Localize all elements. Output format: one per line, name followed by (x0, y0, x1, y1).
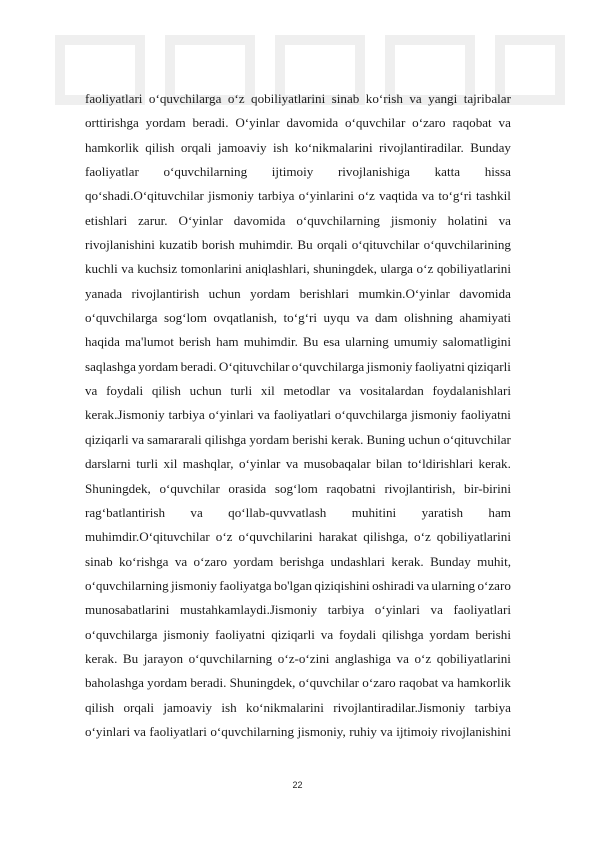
text-line (85, 403, 511, 427)
word: qilishga (204, 431, 247, 447)
word: o‘quvchilar (344, 115, 406, 131)
word: orttirishga (85, 115, 139, 131)
word: rivojlanishini (441, 723, 511, 739)
word: qo‘llab-quvvatlash (228, 504, 327, 520)
word: harakat (318, 529, 358, 545)
word: beradi. (180, 358, 217, 374)
word: qobiliyatlarini (436, 261, 511, 277)
word: metodlar (283, 383, 330, 399)
word: va (421, 188, 435, 204)
word: sinab (331, 91, 360, 106)
word: o‘quvchilarning (296, 212, 380, 228)
word: yangi (428, 91, 458, 106)
word: orasida (228, 480, 267, 496)
word: beradi. (190, 675, 227, 691)
word: jismoniy (171, 577, 217, 593)
word: jismoniy (208, 188, 254, 204)
word: muhimdir. (243, 334, 298, 350)
word: saqlashga (85, 358, 136, 374)
text-line (85, 111, 511, 135)
word: ijtimoiy (396, 723, 438, 739)
word: umumiy (393, 334, 438, 350)
text-line (85, 647, 511, 671)
word: ijtimoiy (271, 164, 314, 180)
text-line (85, 160, 511, 184)
word: borish (201, 237, 235, 253)
word: ko‘nikmalarini (294, 139, 373, 155)
word: va (257, 407, 270, 423)
word: faoliyatni (460, 407, 511, 423)
text-line (85, 330, 511, 354)
word: yordam (250, 285, 291, 301)
text-line (85, 136, 511, 160)
word: orqali (123, 699, 154, 715)
word: o‘yinlar (238, 456, 281, 472)
page-number: 22 (292, 780, 303, 790)
word: rivojlanishiga (337, 164, 410, 180)
word: raqobatni (326, 480, 376, 496)
word: sog‘lom (163, 310, 207, 326)
word: o‘z (227, 91, 245, 106)
text-line (85, 598, 511, 622)
body-text (85, 87, 511, 744)
word: o‘quvchilar (159, 480, 220, 496)
text-line (85, 355, 511, 379)
word: to‘g‘ri (283, 310, 317, 326)
word: faoliyatlari (149, 723, 207, 739)
word: muhimdir. (238, 237, 294, 253)
word: bo'lgan (274, 577, 313, 593)
word: kerak. (478, 456, 511, 472)
word: uchun (189, 383, 222, 399)
word: va (85, 383, 98, 399)
word: kuchli (85, 261, 118, 277)
word: Bu (122, 650, 139, 666)
word: uchun (208, 285, 241, 301)
word: o‘quvchilarning (163, 164, 248, 180)
word: va (396, 650, 409, 666)
word: sinab (85, 553, 113, 569)
word: muhit, (477, 553, 511, 569)
word: undashlari (330, 553, 385, 569)
text-line (85, 623, 511, 647)
word: yordam (147, 675, 188, 691)
word: qilish (145, 139, 175, 155)
word: va (416, 577, 430, 593)
text-line (85, 477, 511, 501)
text-line (85, 379, 511, 403)
text-line (85, 525, 511, 549)
text-line (85, 184, 511, 208)
word: raqobat (452, 115, 492, 131)
word: va (320, 626, 334, 642)
word: musobaqalar (303, 456, 371, 472)
word: rivojlantirish, (384, 480, 456, 496)
word: muhimdir.O‘qituvchilar (85, 529, 210, 545)
word: va (285, 456, 299, 472)
text-line (85, 428, 511, 452)
word: o‘qituvchilar (351, 237, 420, 253)
word: salomatligini (442, 334, 511, 350)
word: ularning (431, 577, 476, 593)
word: qilish (85, 699, 115, 715)
word: tomonlarini (180, 261, 242, 277)
word: to‘g‘ri (438, 188, 472, 204)
word: uchun (408, 431, 441, 447)
word: jismoniy (366, 358, 413, 374)
word: oshiradi (372, 577, 415, 593)
word: yordam (429, 626, 470, 642)
word: davomida (233, 212, 286, 228)
word: jismoniy, (297, 723, 346, 739)
word: faoliyatlar (85, 164, 139, 180)
word: faoliyatlari (273, 407, 332, 423)
word: va (133, 723, 146, 739)
word: hamkorlik (457, 675, 511, 691)
word: Shuningdek, (229, 675, 296, 691)
word: kerak. (85, 650, 118, 666)
word: esa (323, 334, 341, 350)
word: ko‘rishga (119, 553, 169, 569)
word: jismoniy (411, 407, 457, 423)
word: o‘quvchilarga (291, 358, 365, 374)
word: o‘quvchilarning (85, 577, 169, 593)
word: davomida (286, 115, 339, 131)
text-line (85, 257, 511, 281)
word: rag‘batlantirish (85, 504, 165, 520)
word: hamkorlik (85, 139, 139, 155)
word: va (190, 504, 203, 520)
word: yordam (145, 115, 186, 131)
word: jismoniy (390, 212, 437, 228)
word: tashkil (475, 188, 511, 204)
word: tajribalar (463, 91, 511, 106)
word: ham (488, 504, 511, 520)
word: o‘z (414, 650, 432, 666)
word: Shuningdek, (85, 480, 151, 496)
word: sog‘lom (274, 480, 318, 496)
word: jismoniy (163, 626, 210, 642)
word: rivojlantiradilar.Jismoniy (333, 699, 466, 715)
word: va (131, 431, 145, 447)
word: o‘quvchilar (298, 675, 360, 691)
word: o‘quvchilarini (238, 529, 313, 545)
word: katta (434, 164, 461, 180)
word: qiziqarli (467, 358, 511, 374)
word: ruhiy (349, 723, 377, 739)
word: o‘zaro (362, 675, 396, 691)
word: va (338, 383, 352, 399)
word: qiziqarli (271, 626, 315, 642)
word: orqali (180, 139, 212, 155)
word: o‘z-o‘zini (277, 650, 330, 666)
word: to‘ldirishlari (407, 456, 474, 472)
word: o‘qituvchilar (443, 431, 511, 447)
word: o‘yinlari (85, 723, 131, 739)
word: etishlari (85, 212, 128, 228)
word: tarbiya (327, 602, 365, 618)
text-line (85, 574, 511, 598)
word: holatini (447, 212, 488, 228)
word: olishning (404, 310, 453, 326)
word: o‘quvchilarga (334, 407, 408, 423)
word: munosabatlarini (85, 602, 170, 618)
word: tarbiya (258, 188, 295, 204)
word: vaqtida (379, 188, 418, 204)
word: berishga (279, 553, 325, 569)
text-line (85, 306, 511, 330)
word: va (498, 115, 511, 131)
word: faoliyatni (215, 626, 266, 642)
word: tarbiya (474, 699, 511, 715)
word: ish (273, 139, 289, 155)
word: ish (221, 699, 237, 715)
word: foydali (339, 626, 377, 642)
word: ma'lumot (124, 334, 174, 350)
word: rivojlantirish (131, 285, 200, 301)
word: kuchsiz (137, 261, 178, 277)
word: davomida (459, 285, 511, 301)
word: o‘z (215, 529, 233, 545)
word: hissa (484, 164, 511, 180)
word: va (356, 310, 369, 326)
word: o‘quvchilarga (85, 626, 158, 642)
word: Bunday (470, 139, 511, 155)
word: o‘quvchilarga (85, 310, 158, 326)
word: samararali (147, 431, 202, 447)
word: kerak. (331, 431, 364, 447)
word: o‘z (358, 188, 375, 204)
word: o‘quvchilarga (148, 91, 222, 106)
word: qo‘shadi.O‘qituvchilar (85, 188, 204, 204)
word: orqali (316, 237, 348, 253)
word: o‘quvchilarning (210, 723, 294, 739)
word: O‘yinlar (235, 115, 280, 131)
word: beradi. (192, 115, 229, 131)
word: mustahkamlaydi.Jismoniy (180, 602, 318, 618)
word: ularning (345, 334, 389, 350)
word: darslarni (85, 456, 131, 472)
text-line (85, 282, 511, 306)
word: berishi (292, 431, 329, 447)
word: qiziqarli (85, 431, 129, 447)
word: o‘quvchilarning (188, 650, 273, 666)
word: baholashga (85, 675, 144, 691)
word: O‘yinlar (178, 212, 223, 228)
word: o‘yinlari (208, 407, 254, 423)
word: o‘zaro (477, 577, 511, 593)
word: qilish (151, 383, 181, 399)
word: qilishga, (363, 529, 409, 545)
word: turli (136, 456, 159, 472)
word: kerak.Jismoniy (85, 407, 165, 423)
word: qilishga (382, 626, 424, 642)
word: yaratish (421, 504, 464, 520)
word: uyqu (323, 310, 350, 326)
word: qobiliyatlarini (436, 529, 511, 545)
word: raqobat (398, 675, 439, 691)
word: va (430, 602, 443, 618)
text-line (85, 501, 511, 525)
word: ko‘nikmalarini (246, 699, 324, 715)
word: berishlari (299, 285, 350, 301)
word: o‘z (414, 529, 431, 545)
word: ham (216, 334, 239, 350)
word: qobiliyatlarini (436, 650, 511, 666)
word: zarur. (138, 212, 168, 228)
word: Bu (297, 237, 313, 253)
text-line (85, 87, 511, 111)
word: foydali (106, 383, 144, 399)
word: vositalardan (359, 383, 424, 399)
word: qobiliyatlarini (251, 91, 326, 106)
word: jamoaviy (163, 699, 213, 715)
text-line (85, 233, 511, 257)
word: dam (375, 310, 398, 326)
word: o‘zaro (412, 115, 446, 131)
word: o‘yinlari (374, 602, 420, 618)
word: xil (163, 456, 178, 472)
word: ularga (380, 261, 413, 277)
word: o‘yinlarini (298, 188, 354, 204)
word: turli (230, 383, 253, 399)
word: yordam (233, 553, 274, 569)
word: faoliyatlari (85, 91, 143, 106)
word: xil (260, 383, 275, 399)
word: o‘zaro (193, 553, 227, 569)
word: o‘z (416, 261, 434, 277)
text-line (85, 452, 511, 476)
word: va (380, 723, 393, 739)
word: mumkin.O‘yinlar (358, 285, 450, 301)
word: Bunday (430, 553, 471, 569)
word: foydalanishlari (432, 383, 511, 399)
word: va (121, 261, 134, 277)
word: berish (178, 334, 211, 350)
word: va (498, 212, 511, 228)
word: va (174, 553, 188, 569)
word: faoliyatga (219, 577, 272, 593)
word: yordam (138, 358, 179, 374)
text-line (85, 696, 511, 720)
word: tarbiya (168, 407, 205, 423)
word: va (409, 91, 422, 106)
word: mashqlar, (182, 456, 234, 472)
word: Bu (302, 334, 319, 350)
word: muhitini (351, 504, 397, 520)
word: O‘qituvchilar (218, 358, 290, 374)
word: yanada (85, 285, 123, 301)
word: ko‘rish (365, 91, 403, 106)
word: kuzatib (159, 237, 198, 253)
word: anglashiga (334, 650, 391, 666)
word: jamoaviy (217, 139, 267, 155)
word: jarayon (143, 650, 184, 666)
word: faoliyatlari (453, 602, 511, 618)
word: bilan (376, 456, 403, 472)
word: bir-birini (463, 480, 511, 496)
word: berishi (475, 626, 511, 642)
word: yordam (249, 431, 290, 447)
word: rivojlanishini (85, 237, 155, 253)
word: haqida (85, 334, 120, 350)
word: ovqatlanish, (213, 310, 278, 326)
word: rivojlantiradilar. (379, 139, 464, 155)
word: kerak. (391, 553, 424, 569)
word: ahamiyati (459, 310, 511, 326)
word: qiziqishini (314, 577, 370, 593)
text-line (85, 671, 511, 695)
text-line (85, 209, 511, 233)
text-line (85, 550, 511, 574)
word: aniqlashlari, (245, 261, 310, 277)
word: Buning (366, 431, 406, 447)
word: va (441, 675, 454, 691)
text-line (85, 720, 511, 744)
word: shuningdek, (313, 261, 377, 277)
word: o‘quvchilarining (423, 237, 511, 253)
word: faoliyatni (414, 358, 465, 374)
